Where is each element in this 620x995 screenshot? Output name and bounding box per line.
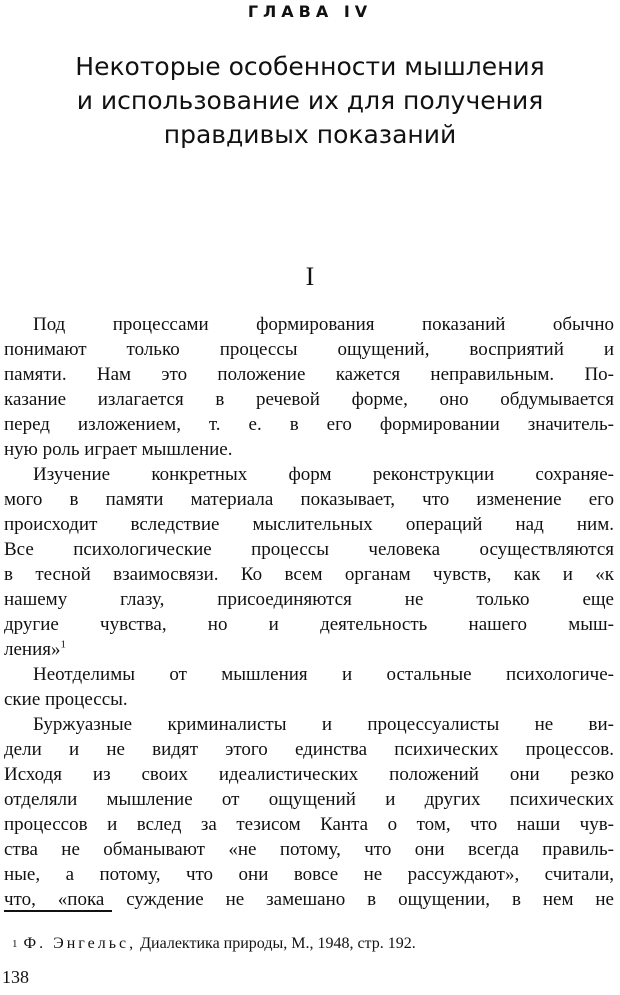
text-line: Исходя из своих идеалистических положений они резко (4, 764, 614, 785)
footnote-reference: 1 (60, 638, 66, 651)
text-line-with-footnote (4, 637, 614, 662)
chapter-title-line: и использование их для получения (76, 86, 544, 115)
paragraph (4, 462, 614, 662)
text-line: памяти. Нам это положение кажется неправильным. По- (4, 364, 614, 385)
text-line: ления» (4, 639, 61, 660)
paragraph (4, 312, 614, 462)
text-line: казание излагается в речевой форме, оно обдумывается (4, 389, 614, 410)
chapter-title (20, 50, 600, 152)
text-line: ную роль играет мышление. (4, 439, 233, 460)
text-line: Все психологические процессы человека осуществляются (4, 539, 614, 560)
text-line: другие чувства, но и деятельность нашего мыш- (4, 614, 614, 635)
body-text (4, 312, 614, 912)
text-line: что, «пока суждение не замешано в ощущении, в нем не (4, 889, 614, 910)
footnote-mark: 1 (12, 938, 18, 950)
text-line: Буржуазные криминалисты и процессуалисты не ви- (33, 714, 614, 735)
page-number: 138 (2, 967, 29, 987)
paragraph (4, 662, 614, 712)
text-line: дели и не видят этого единства психических процессов. (4, 739, 614, 760)
footnote (4, 934, 614, 954)
footnote-divider (4, 910, 112, 912)
text-line: ства не обманывают «не потому, что они всегда правиль- (4, 839, 614, 860)
text-line: ные, а потому, что они вовсе не рассуждают», считали, (4, 864, 614, 885)
paragraph (4, 712, 614, 912)
text-line: перед изложением, т. е. в его формировании значитель- (4, 414, 614, 435)
text-line: понимают только процессы ощущений, восприятий и (4, 339, 614, 360)
chapter-title-line: Некоторые особенности мышления (75, 52, 545, 81)
text-line: отделяли мышление от ощущений и других психических (4, 789, 614, 810)
text-line: нашему глазу, присоединяются не только еще (4, 589, 614, 610)
text-line: мого в памяти материала показывает, что изменение его (4, 489, 614, 510)
text-line: ские процессы. (4, 689, 128, 710)
text-line: Под процессами формирования показаний обычно (33, 314, 614, 335)
text-line: Неотделимы от мышления и остальные психологиче- (33, 664, 614, 685)
footnote-text: Диалектика природы, М., 1948, стр. 192. (140, 935, 416, 952)
text-line: происходит вследствие мыслительных операций над ним. (4, 514, 614, 535)
chapter-title-line: правдивых показаний (163, 120, 457, 149)
chapter-label: ГЛАВА IV (247, 2, 373, 21)
text-line: Изучение конкретных форм реконструкции сохраняе- (33, 464, 614, 485)
text-line: процессов и вслед за тезисом Канта о том, что наши чув- (4, 814, 614, 835)
footnote-author: Ф. Энгельс, (23, 935, 137, 952)
section-number: I (305, 262, 315, 291)
text-line: в тесной взаимосвязи. Ко всем органам чувств, как и «к (4, 564, 614, 585)
